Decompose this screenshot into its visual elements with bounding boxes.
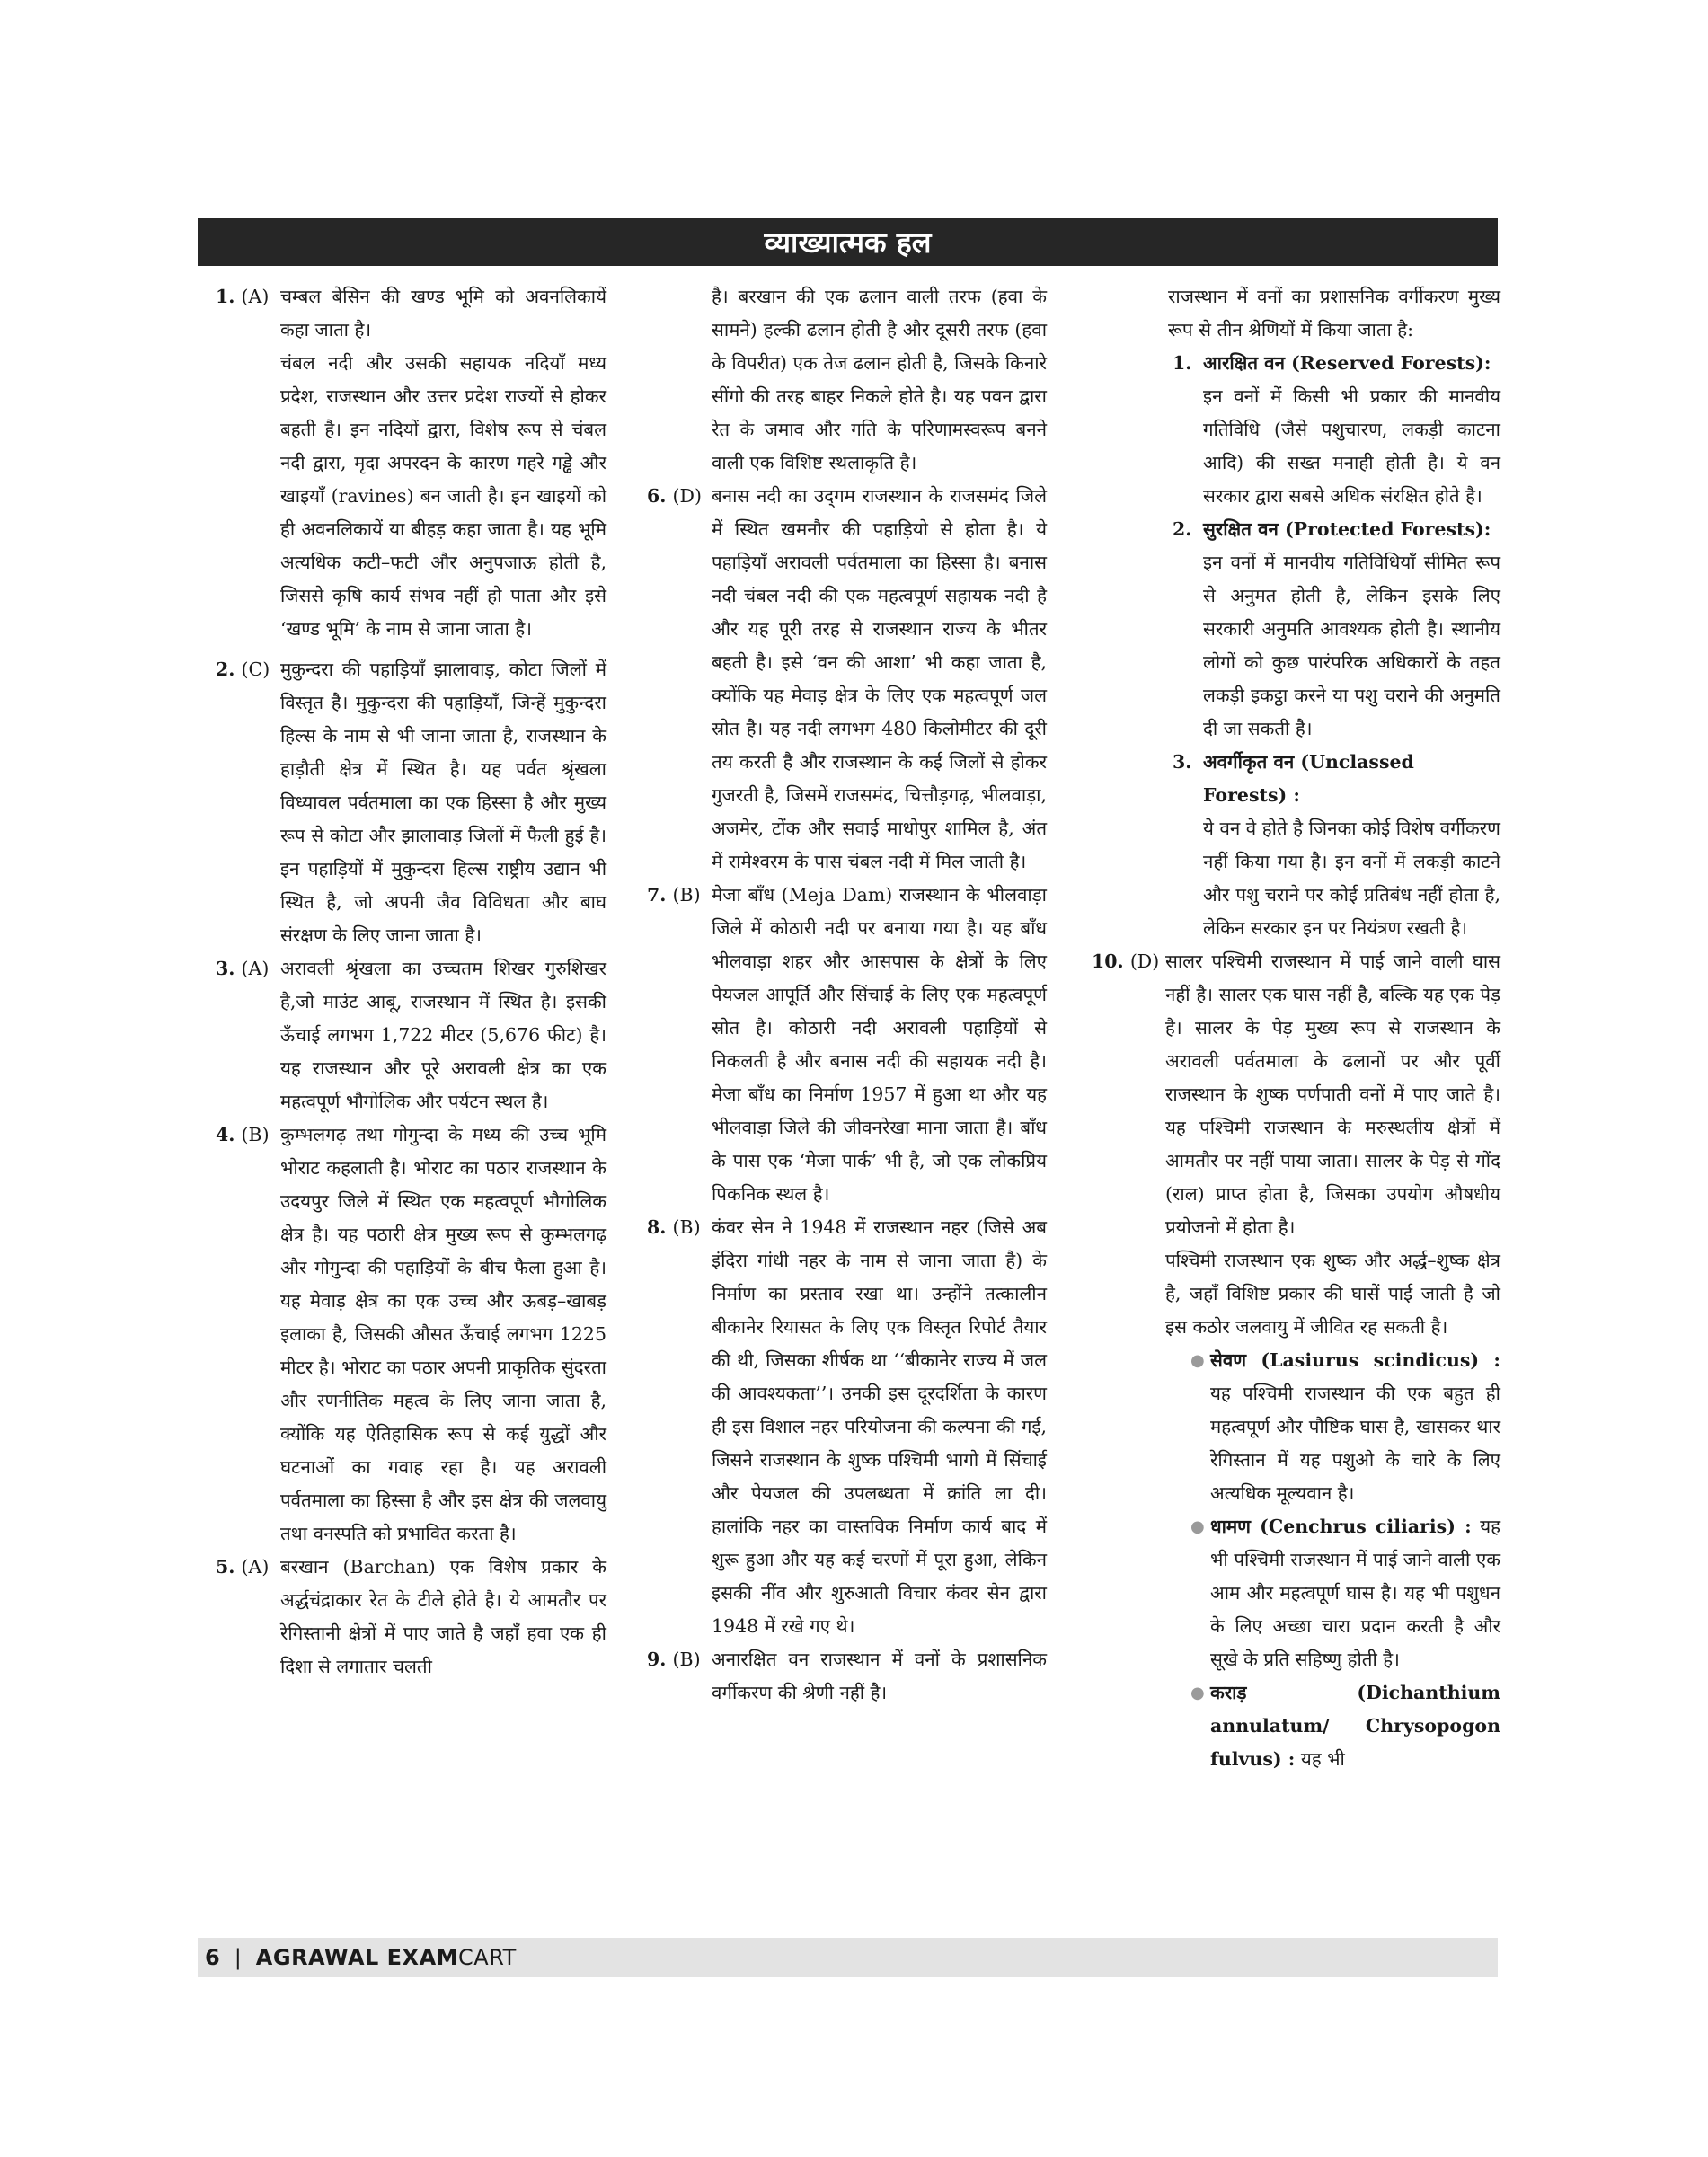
- answer-number: 3.: [216, 958, 235, 979]
- grass-name: धामण (Cenchrus ciliaris) :: [1210, 1516, 1472, 1537]
- sub-item-title: सुरक्षित वन (Protected Forests):: [1203, 518, 1491, 540]
- answer-10: [1092, 945, 1500, 1344]
- answer-number: 2.: [216, 659, 235, 680]
- grass-name: सेवण (Lasiurus scindicus) :: [1210, 1349, 1500, 1371]
- answer-text: बरखान (Barchan) एक विशेष प्रकार के अर्द्धचंद्राकार रेत के टीले होते है। ये आमतौर पर रेगिस्तानी क्षेत्रों में पाए जाते है जहाँ हवा एक ही दिशा से लगातार चलती: [280, 1556, 606, 1677]
- answer-number: 4.: [216, 1124, 235, 1145]
- sub-item-number: 1.: [1173, 352, 1192, 374]
- page-footer: [198, 1938, 1498, 1977]
- answer-option: (D): [672, 485, 702, 507]
- answer-number: 7.: [647, 884, 667, 906]
- section-title: व्याख्यात्मक हल: [764, 225, 932, 260]
- answer-option: (B): [672, 884, 701, 906]
- answer-1: [216, 280, 606, 646]
- answer-option: (A): [241, 1556, 270, 1578]
- answer-2: [216, 653, 606, 952]
- answer-option: (B): [241, 1124, 270, 1145]
- column-1: [216, 280, 606, 1684]
- answer-number: 10.: [1092, 950, 1124, 972]
- list-item: [1190, 1510, 1500, 1676]
- answer-text: अनारक्षित वन राजस्थान में वनों के प्रशासनिक वर्गीकरण की श्रेणी नहीं है।: [712, 1649, 1047, 1703]
- grass-description: यह भी पश्चिमी राजस्थान में पाई जाने वाली एक आम और महत्वपूर्ण घास है। यह भी पशुधन के लिए अच्छा चारा प्रदान करती है और सूखे के प्रति सहिष्णु होती है।: [1210, 1516, 1500, 1670]
- grass-description: यह भी: [1300, 1748, 1345, 1770]
- answer-option: (D): [1129, 950, 1160, 972]
- answer-text: कुम्भलगढ़ तथा गोगुन्दा के मध्य की उच्च भूमि भोराट कहलाती है। भोराट का पठार राजस्थान के उदयपुर जिले में स्थित एक महत्वपूर्ण भौगोलिक क्षेत्र है। यह पठारी क्षेत्र मुख्य रूप से कुम्भलगढ़ और गोगुन्दा की पहाड़ियों के बीच फैला हुआ है। यह मेवाड़ क्षेत्र का एक उच्च और ऊबड़–खाबड़ इलाका है, जिसकी औसत ऊँचाई लगभग 1225 मीटर है। भोराट का पठार अपनी प्राकृतिक सुंदरता और रणनीतिक महत्व के लिए जाना जाता है, क्योंकि यह ऐतिहासिक रूप से कई युद्धों और घटनाओं का गवाह रहा है। यह अरावली पर्वतमाला का हिस्सा है और इस क्षेत्र की जलवायु तथा वनस्पति को प्रभावित करता है।: [280, 1124, 606, 1544]
- answer-text: कंवर सेन ने 1948 में राजस्थान नहर (जिसे अब इंदिरा गांधी नहर के नाम से जाना जाता है) के निर्माण का प्रस्ताव रखा था। उन्होंने तत्कालीन बीकानेर रियासत के लिए एक विस्तृत रिपोर्ट तैयार की थी, जिसका शीर्षक था ‘‘बीकानेर राज्य में जल की आवश्यकता’’। उनकी इस दूरदर्शिता के कारण ही इस विशाल नहर परियोजना की कल्पना की गई, जिसने राजस्थान के शुष्क पश्चिमी भागो में सिंचाई और पेयजल की उपलब्धता में क्रांति ला दी। हालांकि नहर का वास्तविक निर्माण कार्य बाद में शुरू हुआ और यह कई चरणों में पूरा हुआ, लेकिन इसकी नींव और शुरुआती विचार कंवर सेन द्वारा 1948 में रखे गए थे।: [712, 1216, 1047, 1637]
- bullet-icon: ●: [1190, 1684, 1205, 1702]
- answer-7: [647, 879, 1047, 1211]
- grass-name: कराड़ (Dichanthium annulatum/ Chrysopogon fulvus) :: [1210, 1682, 1500, 1770]
- answer-number: 8.: [647, 1216, 667, 1238]
- answer-text: बनास नदी का उद्‌गम राजस्थान के राजसमंद जिले में स्थित खमनौर की पहाड़ियो से होता है। ये पहाड़ियाँ अरावली पर्वतमाला का हिस्सा है। बनास नदी चंबल नदी की एक महत्वपूर्ण सहायक नदी है और यह पूरी तरह से राजस्थान राज्य के भीतर बहती है। इसे ‘वन की आशा’ भी कहा जाता है, क्योंकि यह मेवाड़ क्षेत्र के लिए एक महत्वपूर्ण जल स्रोत है। यह नदी लगभग 480 किलोमीटर की दूरी तय करती है और राजस्थान के कई जिलों से होकर गुजरती है, जिसमें राजसमंद, चित्तौड़गढ़, भीलवाड़ा, अजमेर, टोंक और सवाई माधोपुर शामिल है, अंत में रामेश्वरम के पास चंबल नदी में मिल जाती है।: [712, 485, 1047, 872]
- answer-number: 9.: [647, 1649, 667, 1670]
- grass-description: यह पश्चिमी राजस्थान की एक बहुत ही महत्वपूर्ण और पौष्टिक घास है, खासकर थार रेगिस्तान में यह पशुओ के चारे के लिए अत्यधिक मूल्यवान है।: [1210, 1383, 1500, 1504]
- sub-item-title: अवर्गीकृत वन (Unclassed Forests) :: [1203, 751, 1414, 806]
- answer-text: सालर पश्चिमी राजस्थान में पाई जाने वाली घास नहीं है। सालर एक घास नहीं है, बल्कि यह एक पेड़ है। सालर के पेड़ मुख्य रूप से राजस्थान के अरावली पर्वतमाला के ढलानों पर और पूर्वी राजस्थान के शुष्क पर्णपाती वनों में पाए जाते है। यह पश्चिमी राजस्थान के मरुस्थलीय क्षेत्रों में आमतौर पर नहीं पाया जाता। सालर के पेड़ से गोंद (राल) प्राप्त होता है, जिसका उपयोग औषधीय प्रयोजनो में होता है।: [1165, 950, 1500, 1238]
- column-3: [1092, 280, 1500, 1776]
- sub-item-number: 3.: [1173, 751, 1192, 773]
- answer-option: (B): [672, 1649, 701, 1670]
- sub-item-text: ये वन वे होते है जिनका कोई विशेष वर्गीकरण नहीं किया गया है। इन वनों में लकड़ी काटने और पशु चराने पर कोई प्रतिबंध नहीं होता है, लेकिन सरकार इन पर नियंत्रण रखती है।: [1203, 818, 1500, 939]
- answer-text: चंबल नदी और उसकी सहायक नदियाँ मध्य प्रदेश, राजस्थान और उत्तर प्रदेश राज्यों से होकर बहती है। इन नदियों द्वारा, विशेष रूप से चंबल नदी द्वारा, मृदा अपरदन के कारण गहरे गड्ढे और खाइयाँ (ravines) बन जाती है। इन खाइयों को ही अवनलिकायें या बीहड़ कहा जाता है। यह भूमि अत्यधिक कटी–फटी और अनुपजाऊ होती है, जिससे कृषि कार्य संभव नहीं हो पाता और इसे ‘खण्ड भूमि’ के नाम से जाना जाता है।: [280, 352, 606, 640]
- footer-separator: |: [234, 1945, 242, 1970]
- answer-number: 1.: [216, 286, 235, 307]
- sub-item-number: 2.: [1173, 518, 1192, 540]
- brand-name-light: CART: [458, 1945, 517, 1970]
- answer-option: (B): [672, 1216, 701, 1238]
- column-2: [647, 280, 1047, 1710]
- answer-4: [216, 1118, 606, 1551]
- bullet-icon: ●: [1190, 1517, 1205, 1536]
- answer-option: (A): [241, 286, 270, 307]
- answer-text: चम्बल बेसिन की खण्ड भूमि को अवनलिकायें कहा जाता है।: [280, 286, 606, 340]
- answer-8: [647, 1211, 1047, 1643]
- list-item: [1190, 1676, 1500, 1776]
- answer-text: पश्चिमी राजस्थान एक शुष्क और अर्द्ध–शुष्क क्षेत्र है, जहाँ विशिष्ट प्रकार की घासें पाई जाती है जो इस कठोर जलवायु में जीवित रह सकती है।: [1165, 1250, 1500, 1338]
- sub-item-text: इन वनों में किसी भी प्रकार की मानवीय गतिविधि (जैसे पशुचारण, लकड़ी काटना आदि) की सख्त मनाही होती है। ये वन सरकार द्वारा सबसे अधिक संरक्षित होते है।: [1203, 385, 1500, 507]
- page-number: 6: [205, 1945, 220, 1970]
- answer-5-continued: [647, 280, 1047, 480]
- brand-name-bold: AGRAWAL EXAM: [255, 1945, 459, 1970]
- sub-item-text: इन वनों में मानवीय गतिविधियाँ सीमित रूप से अनुमत होती है, लेकिन इसके लिए सरकारी अनुमति आवश्यक होती है। स्थानीय लोगों को कुछ पारंपरिक अधिकारों के तहत लकड़ी इकट्ठा करने या पशु चराने की अनुमति दी जा सकती है।: [1203, 552, 1500, 739]
- answer-9-continued: [1168, 280, 1500, 347]
- answer-9: [647, 1643, 1047, 1710]
- forest-class-protected: [1173, 513, 1500, 746]
- forest-class-reserved: [1173, 347, 1500, 513]
- answer-5: [216, 1551, 606, 1684]
- answer-text: अरावली श्रृंखला का उच्चतम शिखर गुरुशिखर है,जो माउंट आबू, राजस्थान में स्थित है। इसकी ऊँचाई लगभग 1,722 मीटर (5,676 फीट) है। यह राजस्थान और पूरे अरावली क्षेत्र का एक महत्वपूर्ण भौगोलिक और पर्यटन स्थल है।: [280, 958, 606, 1112]
- answer-number: 6.: [647, 485, 667, 507]
- list-item: [1190, 1344, 1500, 1510]
- grass-list: [1190, 1344, 1500, 1776]
- answer-text: मेजा बाँध (Meja Dam) राजस्थान के भीलवाड़ा जिले में कोठारी नदी पर बनाया गया है। यह बाँध भीलवाड़ा शहर और आसपास के क्षेत्रों के लिए पेयजल आपूर्ति और सिंचाई के लिए एक महत्वपूर्ण स्रोत है। कोठारी नदी अरावली पहाड़ियों से निकलती है और बनास नदी की सहायक नदी है। मेजा बाँध का निर्माण 1957 में हुआ था और यह भीलवाड़ा जिले की जीवनरेखा माना जाता है। बाँध के पास एक ‘मेजा पार्क’ भी है, जो एक लोकप्रिय पिकनिक स्थल है।: [712, 884, 1047, 1205]
- answer-option: (A): [241, 958, 270, 979]
- answer-number: 5.: [216, 1556, 235, 1578]
- section-header: [198, 218, 1498, 266]
- answer-3: [216, 952, 606, 1118]
- answer-text: है। बरखान की एक ढलान वाली तरफ (हवा के सामने) हल्की ढलान होती है और दूसरी तरफ (हवा के विपरीत) एक तेज ढलान होती है, जिसके किनारे सींगो की तरह बाहर निकले होते है। यह पवन द्वारा रेत के जमाव और गति के परिणामस्वरूप बनने वाली एक विशिष्ट स्थलाकृति है।: [712, 286, 1047, 473]
- forest-class-unclassed: [1173, 746, 1500, 945]
- answer-text: मुकुन्दरा की पहाड़ियाँ झालावाड़, कोटा जिलों में विस्तृत है। मुकुन्दरा की पहाड़ियाँ, जिन्हें मुकुन्दरा हिल्स के नाम से भी जाना जाता है, राजस्थान के हाड़ौती क्षेत्र में स्थित है। यह पर्वत श्रृंखला विध्यावल पर्वतमाला का एक हिस्सा है और मुख्य रूप से कोटा और झालावाड़ जिलों में फैली हुई है। इन पहाड़ियों में मुकुन्दरा हिल्स राष्ट्रीय उद्यान भी स्थित है, जो अपनी जैव विविधता और बाघ संरक्षण के लिए जाना जाता है।: [280, 659, 606, 946]
- answer-option: (C): [241, 659, 270, 680]
- brand-logo: [256, 1945, 517, 1970]
- sub-item-title: आरक्षित वन (Reserved Forests):: [1203, 352, 1491, 374]
- answer-6: [647, 480, 1047, 879]
- bullet-icon: ●: [1190, 1351, 1205, 1370]
- classification-intro: राजस्थान में वनों का प्रशासनिक वर्गीकरण मुख्य रूप से तीन श्रेणियों में किया जाता है:: [1168, 286, 1500, 340]
